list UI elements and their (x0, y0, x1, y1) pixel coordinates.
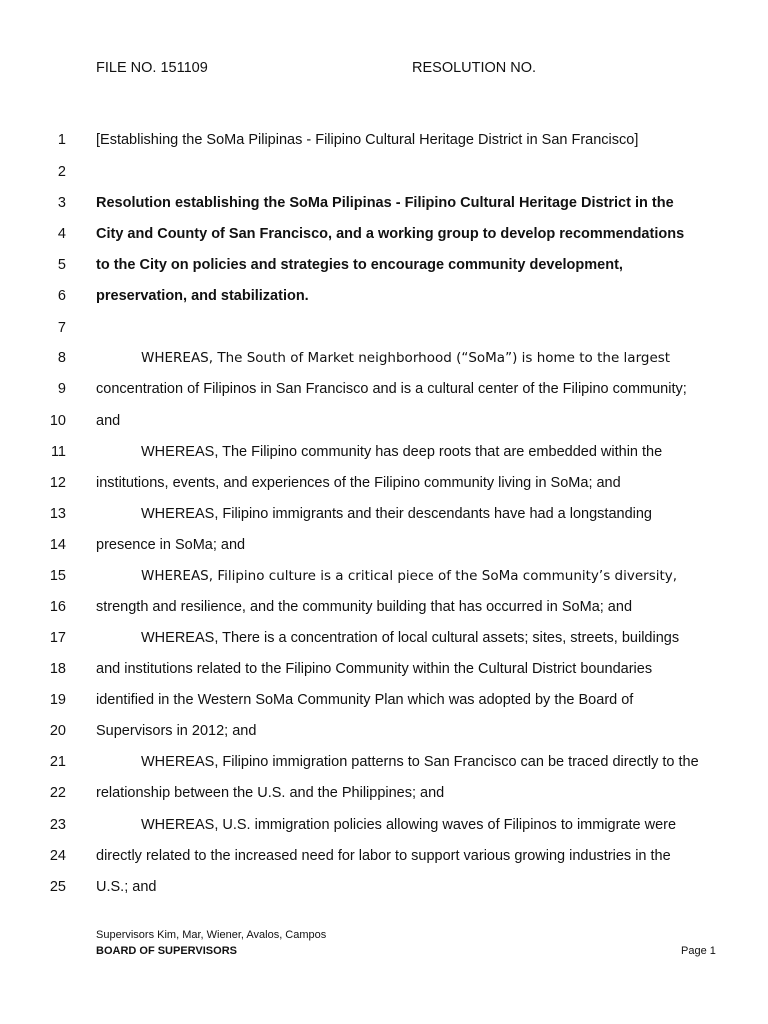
body-text-line: directly related to the increased need for labor to support various growing industries in the (96, 848, 671, 864)
resolution-summary-line: City and County of San Francisco, and a working group to develop recommendations (96, 226, 685, 242)
line-number: 15 (49, 568, 66, 584)
line-number: 24 (49, 848, 66, 864)
body-text-line: and (96, 413, 121, 429)
whereas-clause: WHEREAS, Filipino immigrants and their descendants have had a longstanding (141, 506, 652, 522)
body-text-line: institutions, events, and experiences of the Filipino community living in SoMa; and (96, 475, 621, 491)
line-number: 12 (49, 475, 66, 491)
whereas-clause: WHEREAS, Filipino culture is a critical piece of the SoMa community’s diversity, (141, 568, 678, 584)
line-number: 17 (49, 630, 66, 646)
line-number: 23 (49, 817, 66, 833)
body-text-line: concentration of Filipinos in San Francisco and is a cultural center of the Filipino community; (96, 381, 687, 397)
line-number: 11 (50, 444, 66, 460)
body-text-line: identified in the Western SoMa Community Plan which was adopted by the Board of (96, 692, 634, 708)
body-text-line: relationship between the U.S. and the Philippines; and (96, 785, 445, 801)
resolution-summary-line: preservation, and stabilization. (96, 288, 309, 304)
page-number: Page 1 (681, 945, 716, 957)
body-text-line: U.S.; and (96, 879, 157, 895)
resolution-number: RESOLUTION NO. (412, 60, 537, 76)
file-number: FILE NO. 151109 (96, 60, 208, 76)
line-number: 3 (57, 195, 66, 211)
line-number: 8 (57, 350, 66, 366)
line-number: 21 (49, 754, 66, 770)
whereas-clause: WHEREAS, The Filipino community has deep roots that are embedded within the (141, 444, 663, 460)
body-text-line: Supervisors in 2012; and (96, 723, 257, 739)
footer-sponsors: Supervisors Kim, Mar, Wiener, Avalos, Campos (96, 929, 327, 941)
line-number: 22 (49, 785, 66, 801)
line-number: 6 (57, 288, 66, 304)
whereas-clause: WHEREAS, U.S. immigration policies allowing waves of Filipinos to immigrate were (141, 817, 677, 833)
body-text-line: strength and resilience, and the community building that has occurred in SoMa; and (96, 599, 633, 615)
line-number: 4 (57, 226, 66, 242)
line-number: 14 (49, 537, 66, 553)
line-number: 25 (49, 879, 66, 895)
line-number: 19 (49, 692, 66, 708)
line-number: 2 (57, 164, 66, 180)
line-number: 16 (49, 599, 66, 615)
line-number: 1 (57, 132, 66, 148)
whereas-clause: WHEREAS, There is a concentration of local cultural assets; sites, streets, buildings (141, 630, 680, 646)
line-number: 5 (57, 257, 66, 273)
line-number: 18 (49, 661, 66, 677)
line-number: 20 (49, 723, 66, 739)
body-text-line: and institutions related to the Filipino Community within the Cultural District boundaries (96, 661, 653, 677)
body-text-line: presence in SoMa; and (96, 537, 246, 553)
whereas-clause: WHEREAS, Filipino immigration patterns to San Francisco can be traced directly to the (141, 754, 699, 770)
whereas-clause: WHEREAS, The South of Market neighborhood (“SoMa”) is home to the largest (141, 350, 671, 366)
line-number: 13 (49, 506, 66, 522)
line-number: 10 (49, 413, 66, 429)
resolution-title: [Establishing the SoMa Pilipinas - Filipino Cultural Heritage District in San Francisco] (96, 132, 639, 148)
line-number: 9 (57, 381, 66, 397)
line-number: 7 (57, 320, 66, 336)
footer-board: BOARD OF SUPERVISORS (96, 945, 237, 957)
resolution-summary-line: to the City on policies and strategies to encourage community development, (96, 257, 623, 273)
resolution-summary-line: Resolution establishing the SoMa Pilipinas - Filipino Cultural Heritage District in the (96, 195, 674, 211)
